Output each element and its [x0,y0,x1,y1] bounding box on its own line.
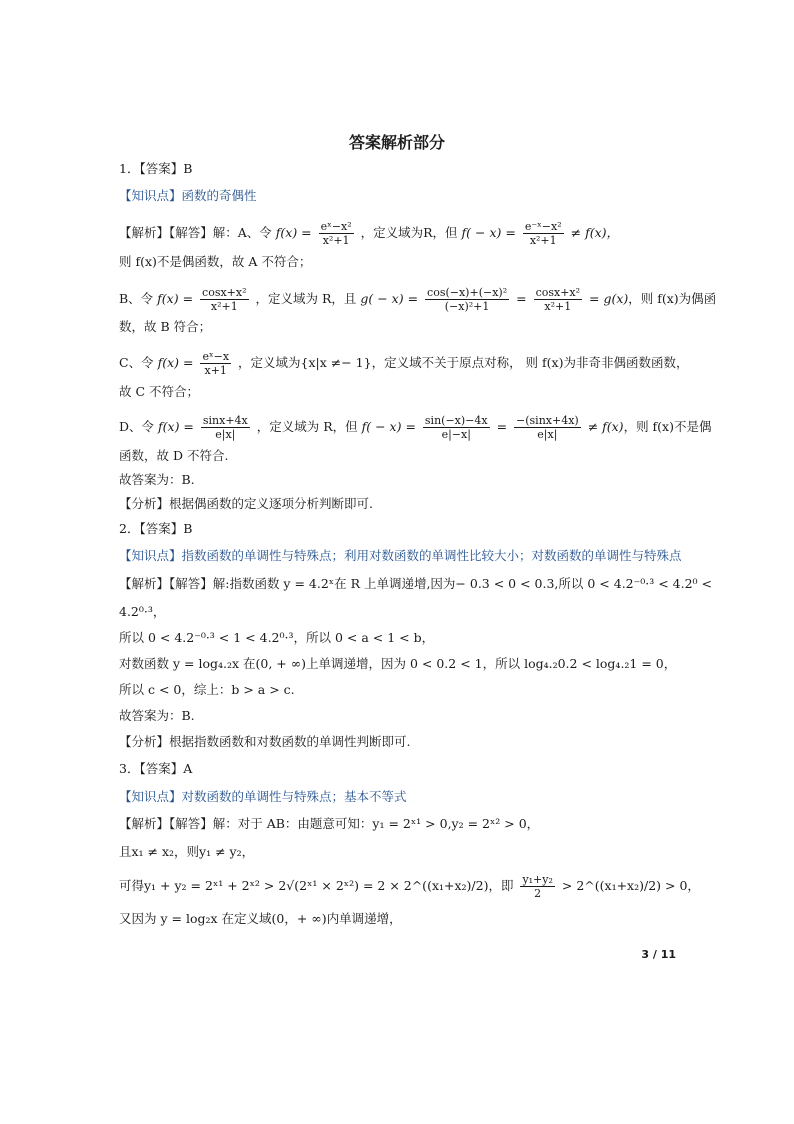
fraction: $\frac{\sin(-x)-4x}{e|-x|}$ [424,414,488,441]
q3-knowledge-point: 【知识点】对数函数的单调性与特殊点；基本不等式 [119,789,407,804]
q1-result: 故答案为：B. [119,472,195,487]
fraction: $\frac{\text{e⁻ˣ−x²}}{\text{x²+1}}$ [524,220,562,247]
q1-solution-d: D、令 f(x) = $\frac{\sin x+4x}{e|x|}$ ，定义域为 R，但 f( − x) = $\frac{\sin(-x)-4x}{e|-x|}$ = $\frac{-(\sin x+4x)}{e|x|}$ ≠ f(x)，则 f(x)不是偶 [119,414,712,441]
fraction: $\frac{\text{y₁+y₂}}{2}$ [522,873,553,900]
fraction: $\frac{-(\sin x+4x)}{e|x|}$ [516,414,579,441]
q3-answer: 3．【答案】A [119,761,193,776]
q1-solution-c-cont: 故 C 不符合； [119,384,200,399]
q1-solution-c: C、令 f(x) = $\frac{\text{eˣ−x}}{x+1}$ ，定义域为{x|x ≠− 1}，定义域不关于原点对称， 则 f(x)为非奇非偶函数函数， [119,350,689,377]
q1-solution-a: 【解析】【解答】解：A、令 f(x) = $\frac{\text{eˣ−x²}}{\text{x²+1}}$ ，定义域为R，但 f( − x) = $\frac{\text{e⁻ˣ−x²}}{\text{x²+1}}$ ≠ f(x)， [119,220,620,247]
q1-solution-b: B、令 f(x) = $\frac{\text{cosx+x²}}{\text{x²+1}}$ ，定义域为 R，且 g( − x) = $\frac{\text{cos(−x)+(−x)²}}{\text{(−x)²+1}}$ = $\frac{\text{cosx+x²}}{\text{x²+1}}$ = g(x)，则 f(x)为偶函 [119,286,717,313]
q2-analysis: 【分析】根据指数函数和对数函数的单调性判断即可. [119,734,411,749]
fraction: $\frac{\sin x+4x}{e|x|}$ [202,414,248,441]
q1-solution-b-cont: 数，故 B 符合； [119,319,212,334]
q3-solution-line2: 且x₁ ≠ x₂，则y₁ ≠ y₂， [119,844,255,859]
q2-solution-line4: 对数函数 y = log₄.₂x 在(0, + ∞)上单调递增，因为 0 < 0.2 < 1，所以 log₄.₂0.2 < log₄.₂1 = 0， [119,656,677,671]
fraction: $\frac{\text{eˣ−x}}{x+1}$ [202,350,230,377]
q2-solution-line5: 所以 c < 0，综上：b > a > c. [119,682,295,697]
q1-answer: 1．【答案】B [119,161,193,176]
page-title: 答案解析部分 [348,133,445,152]
q2-knowledge-point: 【知识点】指数函数的单调性与特殊点；利用对数函数的单调性比较大小；对数函数的单调性与特殊点 [119,548,682,563]
q2-answer: 2．【答案】B [119,521,193,536]
q3-solution-line3: 可得y₁ + y₂ = 2ˣ¹ + 2ˣ² > 2√(2ˣ¹ × 2ˣ²) = 2 × 2^((x₁+x₂)/2)，即 $\frac{\text{y₁+y₂}}{2}$ > 2^((x₁+x₂)/2) > 0， [119,873,700,900]
q2-result: 故答案为：B. [119,708,195,723]
q2-solution-line1: 【解析】【解答】解:指数函数 y = 4.2ˣ在 R 上单调递增,因为− 0.3 < 0 < 0.3,所以 0 < 4.2⁻⁰·³ < 4.2⁰ < [119,576,712,591]
page-number: 3 / 11 [641,948,676,961]
q2-solution-line2: 4.2⁰·³， [119,604,166,619]
fraction: $\frac{\text{cos(−x)+(−x)²}}{\text{(−x)²+1}}$ [427,286,508,313]
q2-solution-line3: 所以 0 < 4.2⁻⁰·³ < 1 < 4.2⁰·³，所以 0 < a < 1 < b， [119,630,435,645]
q1-solution-d-cont: 函数，故 D 不符合. [119,448,229,463]
q1-solution-a-cont: 则 f(x)不是偶函数，故 A 不符合； [119,254,312,269]
fraction: $\frac{\text{cosx+x²}}{\text{x²+1}}$ [535,286,581,313]
q3-solution-line1: 【解析】【解答】解：对于 AB：由题意可知：y₁ = 2ˣ¹ > 0,y₂ = 2ˣ² > 0， [119,816,540,831]
q1-knowledge-point: 【知识点】函数的奇偶性 [119,188,257,203]
q1-analysis: 【分析】根据偶函数的定义逐项分析判断即可. [119,496,373,511]
fraction: $\frac{\text{eˣ−x²}}{\text{x²+1}}$ [320,220,352,247]
q3-solution-line4: 又因为 y = log₂x 在定义域(0，+ ∞)内单调递增， [119,911,402,926]
fraction: $\frac{\text{cosx+x²}}{\text{x²+1}}$ [202,286,247,313]
